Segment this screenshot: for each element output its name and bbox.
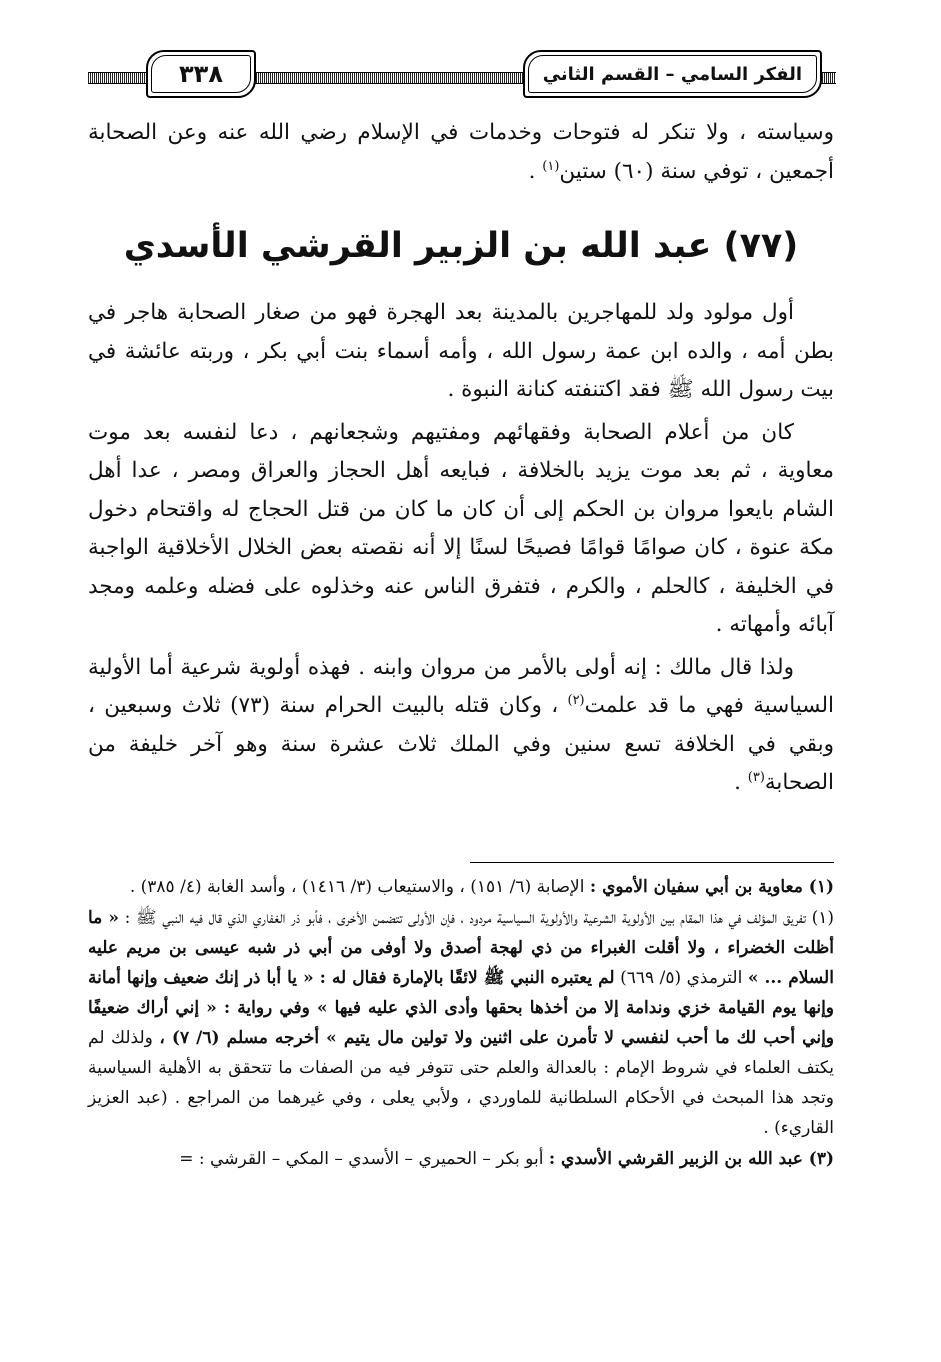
footnote-1 — [88, 872, 834, 902]
footnotes — [88, 872, 834, 1175]
previous-entry-ending — [88, 114, 834, 191]
page-number: ٣٣٨ — [179, 60, 223, 88]
footnote-2 — [88, 903, 834, 1143]
footnote-2-text-d: ولذلك لم يكتف العلماء في شروط الإمام : بالعدالة والعلم حتى تتوفر فيه من الصفات ما تتحقق به الأهلية السياسية وتجد هذا المبحث في الأحكام السلطانية للماوردي ، ولأبي يعلى ، وفي غيرهما من المراجع . (عبد العزيز القاريء) . — [88, 1028, 834, 1138]
footnote-separator — [470, 862, 834, 863]
paragraph-3-text-b: ، وكان قتله بالبيت الحرام سنة (٧٣) ثلاث وسبعين ، وبقي في الخلافة تسع سنين وفي الملك ثلاث عشرة سنة وهو آخر خليفة من الصحابة — [88, 693, 834, 795]
intro-text: وسياسته ، ولا تنكر له فتوحات وخدمات في الإسلام رضي الله عنه وعن الصحابة أجمعين ، توفي سنة (٦٠) ستين — [88, 120, 834, 184]
entry-body — [88, 294, 834, 807]
footnote-2-quote: « ما أظلت الخضراء ، ولا أقلت الغبراء من ذي لهجة أصدق ولا أوفى من أبي ذر شبه عيسى بن مريم عليه السلام ... » — [88, 908, 834, 988]
footnote-2-text-c: لم يعتبره النبي ﷺ لائقًا بالإمارة فقال له : « يا أبا ذر إنك ضعيف وإنها أمانة وإنها يوم القيامة خزي وندامة إلا من أخذها بحقها وأدى الذي عليه فيها » وفي رواية : « إني أراك ضعيفًا وإني أحب لك ما أحب لنفسي لا تأمرن على اثنين ولا تولين مال يتيم » أخرجه مسلم (٦/ ٧) ، — [88, 968, 835, 1048]
running-header — [88, 46, 836, 104]
footnote-3-text: أبو بكر – الحميري – الأسدي – المكي – القرشي : = — [179, 1149, 549, 1169]
paragraph-3-end: . — [734, 770, 748, 795]
paragraph-1: أول مولود ولد للمهاجرين بالمدينة بعد الهجرة فهو من صغار الصحابة هاجر في بطن أمه ، والده ابن عمة رسول الله ، وأمه أسماء بنت أبي بكر ، وربته عائشة في بيت رسول الله ﷺ فقد اكتنفته كنانة النبوة . — [88, 300, 834, 402]
footnote-1-lead: (١) معاوية بن أبي سفيان الأموي : — [589, 877, 834, 897]
paragraph-2: كان من أعلام الصحابة وفقهائهم ومفتيهم وشجعانهم ، دعا لنفسه بعد موت معاوية ، ثم بعد موت يزيد بالخلافة ، فبايعه أهل الحجاز والعراق ومصر ، عدا أهل الشام بايعوا مروان بن الحكم إلى أن كان ما كان من قتل الحجاج له واقتحام دخول مكة عنوة ، كان صوامًا قوامًا فصيحًا لسنًا إلا أنه نقصته بعض الخلال الأخلاقية الواجبة في الخليفة ، كالحلم ، والكرم ، فتفرق الناس عنه وخذلوه على فضله وعلمه ومجد آبائه وأمهاته . — [88, 419, 834, 637]
footnote-2-text-a: تفريق المؤلف في هذا المقام بين الأولوية الشرعية والأولوية السياسية مردود ، فإن الأولى تتضمن الأخرى ، فأبو ذر الغفاري الذي قال فيه النبي ﷺ : — [119, 908, 812, 928]
footnote-3-lead: (٣) عبد الله بن الزبير القرشي الأسدي : — [548, 1149, 834, 1169]
footnote-2-lead: (١) — [811, 908, 835, 928]
footnote-ref-3: (٣) — [747, 769, 765, 785]
footnote-ref-1: (١) — [542, 158, 560, 174]
footnote-ref-2: (٢) — [567, 692, 585, 708]
footnote-1-text: الإصابة (٦/ ١٥١) ، والاستيعاب (٣/ ١٤١٦) ، وأسد الغابة (٤/ ٣٨٥) . — [129, 877, 590, 897]
intro-paragraph — [88, 114, 834, 191]
entry-heading: (٧٧) عبد الله بن الزبير القرشي الأسدي — [123, 226, 799, 266]
page-number-box — [146, 50, 256, 98]
paragraph-3 — [88, 649, 834, 803]
book-title-box — [523, 50, 822, 98]
footnote-3 — [88, 1144, 834, 1174]
paragraph-3-text-a: ولذا قال مالك : إنه أولى بالأمر من مروان وابنه . فهذه أولوية شرعية أما الأولية السياسية فهي ما قد علمت — [88, 654, 834, 718]
intro-end: . — [528, 158, 543, 184]
book-title: الفكر السامي – القسم الثاني — [542, 63, 802, 85]
footnote-2-text-b: الترمذي (٥/ ٦٦٩) — [614, 968, 748, 988]
